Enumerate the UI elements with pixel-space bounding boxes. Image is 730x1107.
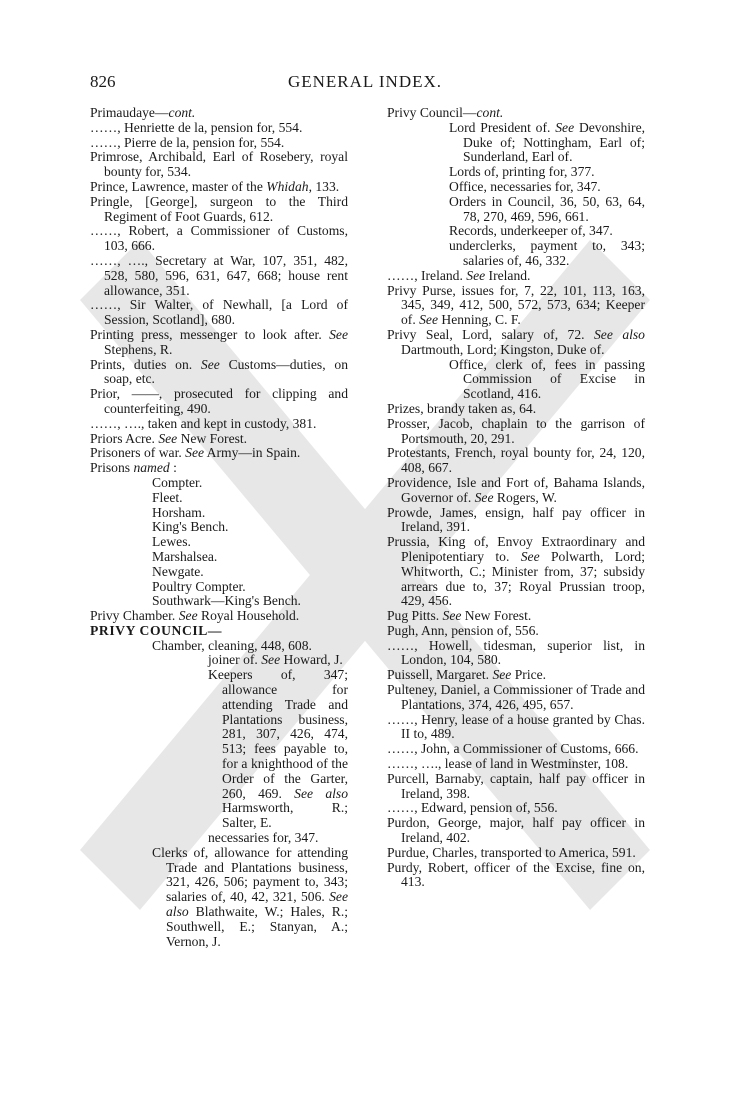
index-entry: Privy Council—cont. — [387, 105, 504, 120]
index-entry: Horsham. — [152, 504, 206, 520]
index-entry: Office, necessaries for, 347. — [449, 178, 601, 194]
index-entry: Orders in Council, 36, 50, 63, 64, 78, 270, 469, 596, 661. — [449, 193, 645, 224]
index-entry: Lewes. — [152, 534, 191, 550]
index-entry: Compter. — [152, 474, 203, 490]
index-entry: Marshalsea. — [152, 548, 218, 564]
index-entry: Prior, ——, prosecuted for clipping and counterfeiting, 490. — [90, 386, 348, 416]
index-entry: Pulteney, Daniel, a Commissioner of Trade and Plantations, 374, 426, 495, 657. — [387, 682, 645, 712]
index-entry: Purdon, George, major, half pay officer in Ireland, 402. — [387, 815, 645, 846]
index-entry: Chamber, cleaning, 448, 608. — [152, 637, 312, 653]
index-entry: Prosser, Jacob, chaplain to the garrison of Portsmouth, 20, 291. — [387, 415, 645, 446]
index-entry: Prussia, King of, Envoy Extraordinary and Plenipotentiary to. See Polwarth, Lord; Whitworth, C.; Minister from, 37; subsidy arrears due to, 37; Royal Prussian troop, 429, 456. — [387, 534, 645, 609]
index-entry: joiner of. See Howard, J. — [208, 652, 343, 668]
index-entry: Purdue, Charles, transported to America, 591. — [387, 844, 636, 860]
index-entry: Providence, Isle and Fort of, Bahama Islands, Governor of. See Rogers, W. — [387, 474, 645, 505]
index-entry: Keepers of, 347; allowance for attending Trade and Plantations business, 281, 307, 426, 474, 513; fees payable to, for a knighthood of the Order of the Garter, 260, 469. See also Harmsworth, R.; Salter, E. — [208, 667, 348, 831]
index-entry: Lords of, printing for, 377. — [449, 164, 595, 180]
index-entry: Privy Seal, Lord, salary of, 72. See also Dartmouth, Lord; Kingston, Duke of. — [387, 326, 645, 357]
index-entry: Records, underkeeper of, 347. — [449, 223, 613, 239]
index-entry: PRIVY COUNCIL— — [90, 622, 223, 638]
index-entry: Pugh, Ann, pension of, 556. — [387, 622, 539, 638]
index-entry: Primrose, Archibald, Earl of Rosebery, royal bounty for, 534. — [90, 149, 348, 180]
left-column — [90, 106, 348, 949]
index-entry: ……, Henry, lease of a house granted by Chas. II to, 489. — [387, 711, 645, 742]
index-entry: ……, Pierre de la, pension for, 554. — [90, 134, 285, 150]
index-entry: ……, Henriette de la, pension for, 554. — [90, 119, 303, 135]
index-entry: ……, Edward, pension of, 556. — [387, 800, 558, 816]
index-entry: ……, Robert, a Commissioner of Customs, 103, 666. — [90, 223, 348, 254]
index-entry: ……, …., lease of land in Westminster, 108. — [387, 756, 629, 772]
index-entry: King's Bench. — [152, 519, 229, 535]
index-entry: ……, Ireland. See Ireland. — [387, 267, 531, 283]
index-entry: Puissell, Margaret. See Price. — [387, 667, 547, 683]
index-entry: Southwark—King's Bench. — [152, 593, 301, 609]
index-entry: Primaudaye—cont. — [90, 105, 196, 120]
index-entry: Priors Acre. See New Forest. — [90, 430, 248, 446]
page-title: GENERAL INDEX. — [287, 72, 443, 91]
index-entry: Pringle, [George], surgeon to the Third Regiment of Foot Guards, 612. — [90, 193, 348, 224]
index-entry: Prisoners of war. See Army—in Spain. — [90, 445, 301, 461]
index-entry: Prowde, James, ensign, half pay officer in Ireland, 391. — [387, 504, 645, 535]
index-entry: ……, Howell, tidesman, superior list, in London, 104, 580. — [387, 637, 645, 668]
index-entry: Prince, Lawrence, master of the Whidah, 133. — [90, 178, 340, 194]
right-column — [387, 106, 645, 890]
index-entry: Prisons named : — [90, 460, 177, 476]
index-entry: Office, clerk of, fees in passing Commission of Excise in Scotland, 416. — [449, 356, 645, 402]
index-entry: Prizes, brandy taken as, 64. — [387, 400, 537, 416]
index-entry: Lord President of. See Devonshire, Duke of; Nottingham, Earl of; Sunderland, Earl of. — [449, 119, 646, 165]
index-entry: Newgate. — [152, 563, 204, 579]
index-entry: Privy Chamber. See Royal Household. — [90, 608, 300, 624]
index-entry: Poultry Compter. — [152, 578, 246, 594]
index-entry: Printing press, messenger to look after. See Stephens, R. — [90, 326, 348, 357]
index-entry: Pug Pitts. See New Forest. — [387, 608, 532, 624]
index-entry: Purcell, Barnaby, captain, half pay officer in Ireland, 398. — [387, 770, 645, 801]
index-entry: ……, Sir Walter, of Newhall, [a Lord of Session, Scotland], 680. — [90, 297, 348, 328]
index-entry: necessaries for, 347. — [208, 830, 319, 846]
index-entry: Purdy, Robert, officer of the Excise, fine on, 413. — [387, 859, 645, 890]
index-entry: ……, …., Secretary at War, 107, 351, 482, 528, 580, 596, 631, 647, 668; house rent allowance, 351. — [90, 252, 348, 298]
index-entry: Prints, duties on. See Customs—duties, on soap, etc. — [90, 356, 348, 387]
index-entry: Protestants, French, royal bounty for, 24, 120, 408, 667. — [387, 445, 645, 476]
index-entry: ……, …., taken and kept in custody, 381. — [90, 415, 317, 431]
index-entry: Fleet. — [152, 489, 183, 505]
page-number: 826 — [90, 72, 116, 91]
index-entry: underclerks, payment to, 343; salaries of, 46, 332. — [449, 238, 645, 268]
index-entry: ……, John, a Commissioner of Customs, 666. — [387, 741, 639, 757]
index-entry: Privy Purse, issues for, 7, 22, 101, 113, 163, 345, 349, 412, 500, 572, 573, 634; Keeper of. See Henning, C. F. — [387, 282, 645, 328]
index-entry: Clerks of, allowance for attending Trade and Plantations business, 321, 426, 506; payment to, 343; salaries of, 40, 42, 321, 506. See also Blathwaite, W.; Hales, R.; Southwell, E.; Stanyan, A.; Vernon, J. — [152, 844, 348, 949]
page-header — [90, 72, 640, 94]
